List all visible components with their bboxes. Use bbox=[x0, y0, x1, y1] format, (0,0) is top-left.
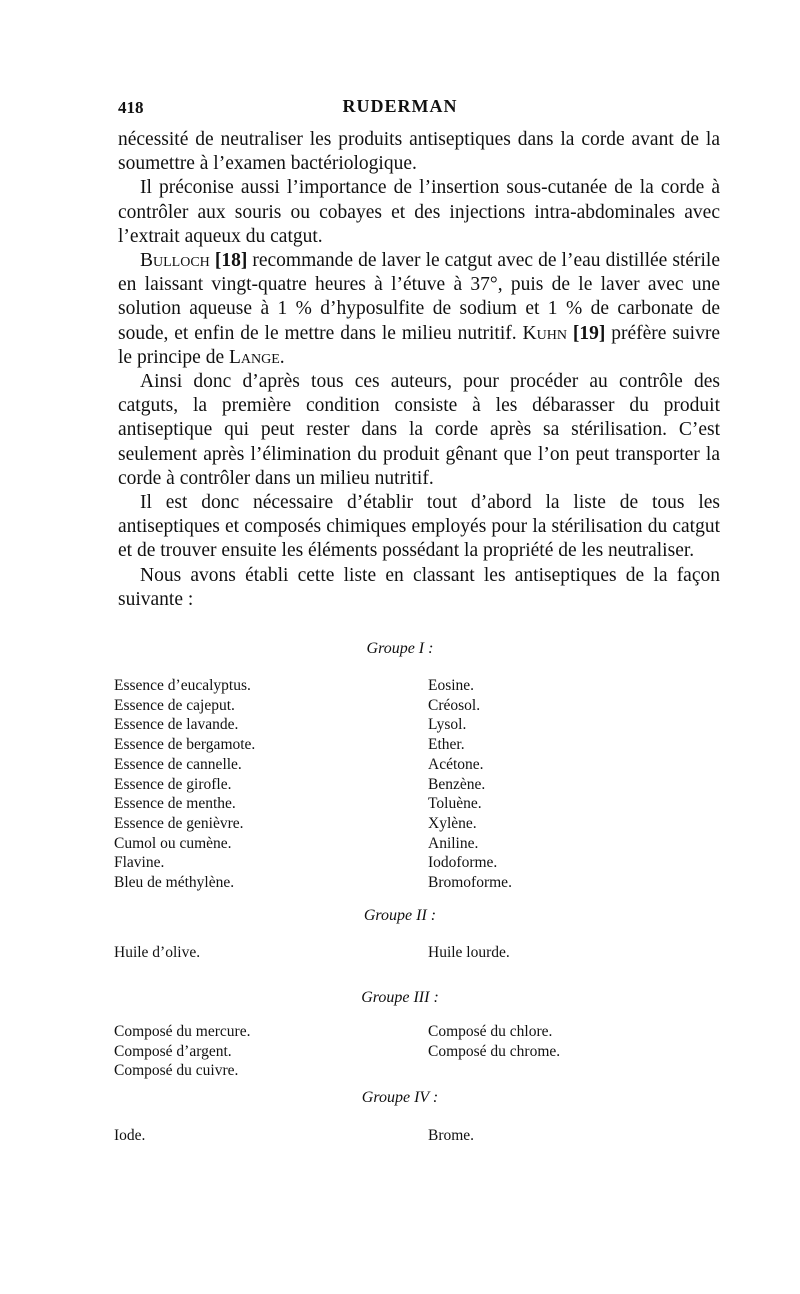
paragraph-4: Ainsi donc d’après tous ces auteurs, pour procéder au contrôle des catguts, la première condition consiste à les débarasser du produit antiseptique qui peut rester dans la corde après sa stérilisation. C’est seulement après l’élimination du produit gênant que l’on peut transporter la corde à contrôler dans un milieu nutritif. bbox=[118, 371, 720, 489]
group-1-left-list bbox=[114, 676, 255, 893]
list-item: Benzène. bbox=[428, 775, 486, 793]
paragraph-3 bbox=[118, 249, 720, 370]
list-item: Composé du chrome. bbox=[428, 1042, 561, 1060]
paragraph-6: Nous avons établi cette liste en classant les antiseptiques de la façon suivante : bbox=[118, 564, 720, 610]
group-3-left-list bbox=[114, 1022, 250, 1081]
running-head: RUDERMAN bbox=[342, 96, 458, 116]
list-item: Acétone. bbox=[428, 755, 484, 773]
list-item: Bromoforme. bbox=[428, 874, 512, 892]
list-item: Ether. bbox=[428, 736, 465, 754]
group-4-title: Groupe IV : bbox=[361, 1089, 439, 1106]
list-item: Essence de bergamote. bbox=[114, 736, 256, 754]
paragraph-text: recommande de laver le catgut avec de l’eau distillée stérile en laissant vingt-quatre heures à l’étuve à 37°, puis de le laver avec une solution aqueuse à 1 % d’hyposulfite de sodium et 1 % de carbonate de soude, et enfin de le mettre dans le milieu nutritif. bbox=[118, 250, 720, 344]
author-name: Kuhn bbox=[522, 322, 567, 344]
list-item: Lysol. bbox=[428, 716, 467, 734]
reference-marker: [19] bbox=[572, 322, 606, 344]
list-item: Essence de girofle. bbox=[114, 775, 232, 793]
list-item: Toluène. bbox=[428, 795, 482, 813]
list-item: Aniline. bbox=[428, 834, 479, 852]
list-item: Composé du cuivre. bbox=[114, 1062, 239, 1080]
paragraph-text: préfère suivre le principe de bbox=[118, 322, 721, 368]
paragraph-5: Il est donc nécessaire d’établir tout d’abord la liste de tous les antiseptiques et composés chimiques employés pour la stérilisation du catgut et de trouver ensuite les éléments possédant la propriété de les neutraliser. bbox=[118, 492, 720, 562]
list-item: Xylène. bbox=[428, 814, 477, 832]
group-1-title: Groupe I : bbox=[366, 640, 434, 657]
group-2-title: Groupe II : bbox=[363, 907, 437, 924]
group-4-right-list bbox=[428, 1126, 474, 1146]
group-3-right-list bbox=[428, 1022, 560, 1061]
list-item: Essence de genièvre. bbox=[114, 814, 244, 832]
list-item: Bleu de méthylène. bbox=[114, 874, 235, 892]
paragraph-1: nécessité de neutraliser les produits antiseptiques dans la corde avant de la soumettre à l’examen bactériologique. bbox=[118, 129, 720, 175]
list-item: Essence de cannelle. bbox=[114, 755, 242, 773]
list-item: Flavine. bbox=[114, 854, 165, 872]
group-2-right-list bbox=[428, 943, 510, 963]
author-name: Lange bbox=[229, 346, 280, 368]
list-item: Composé du mercure. bbox=[114, 1023, 251, 1040]
list-item: Essence d’eucalyptus. bbox=[114, 677, 251, 694]
group-4-left-list bbox=[114, 1126, 145, 1146]
list-item: Huile lourde. bbox=[428, 944, 510, 961]
list-item: Iodoforme. bbox=[428, 854, 498, 872]
page-number: 418 bbox=[118, 98, 144, 117]
group-1-right-list bbox=[428, 676, 512, 893]
list-item: Huile d’olive. bbox=[114, 944, 201, 961]
body-text bbox=[118, 128, 720, 612]
list-item: Eosine. bbox=[428, 677, 475, 694]
list-item: Créosol. bbox=[428, 696, 481, 714]
reference-marker: [18] bbox=[214, 250, 248, 272]
author-name: Bulloch bbox=[140, 250, 210, 272]
list-item: Composé d’argent. bbox=[114, 1042, 232, 1060]
list-item: Cumol ou cumène. bbox=[114, 834, 232, 852]
list-item: Essence de cajeput. bbox=[114, 696, 235, 714]
list-item: Essence de menthe. bbox=[114, 795, 236, 813]
list-item: Iode. bbox=[114, 1127, 146, 1144]
list-item: Composé du chlore. bbox=[428, 1023, 553, 1040]
list-item: Brome. bbox=[428, 1127, 475, 1144]
paragraph-2: Il préconise aussi l’importance de l’insertion sous-cutanée de la corde à contrôler aux souris ou cobayes et des injections intra-abdominales avec l’extrait aqueux du catgut. bbox=[118, 177, 720, 247]
list-item: Essence de lavande. bbox=[114, 716, 239, 734]
group-3-title: Groupe III : bbox=[361, 989, 439, 1006]
group-2-left-list bbox=[114, 943, 200, 963]
paragraph-text: . bbox=[279, 346, 285, 368]
